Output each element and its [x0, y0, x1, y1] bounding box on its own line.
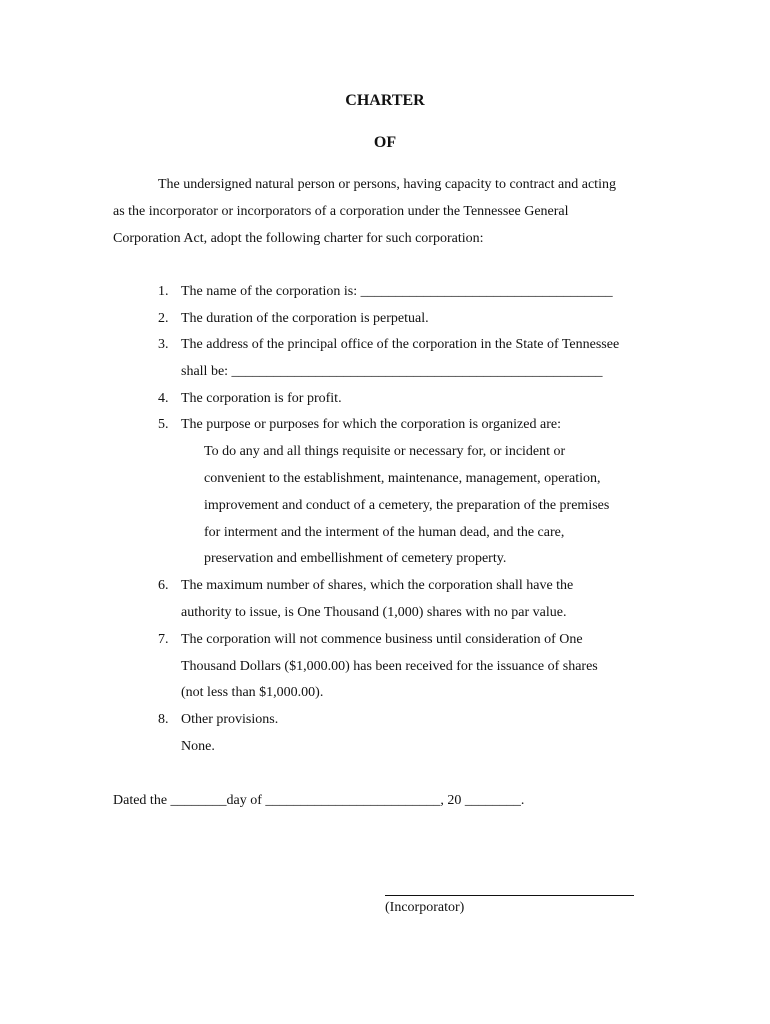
- purpose-text-line: preservation and embellishment of cemetery property.: [204, 551, 507, 566]
- item-number: 3.: [158, 337, 169, 352]
- item-name-of-corporation: The name of the corporation is: ____________________________________: [181, 284, 613, 299]
- title-of: OF: [373, 134, 397, 151]
- item-other-provisions: Other provisions.: [181, 712, 279, 727]
- purpose-text-line: To do any and all things requisite or necessary for, or incident or: [204, 444, 566, 459]
- item-duration: The duration of the corporation is perpetual.: [181, 311, 429, 326]
- item-consideration-continued: (not less than $1,000.00).: [181, 685, 324, 700]
- item-purpose: The purpose or purposes for which the corporation is organized are:: [181, 417, 561, 432]
- item-shares-continued: authority to issue, is One Thousand (1,000) shares with no par value.: [181, 605, 567, 620]
- signature-label: (Incorporator): [385, 900, 465, 915]
- item-address: The address of the principal office of the corporation in the State of Tennessee: [181, 337, 620, 352]
- intro-line-3: Corporation Act, adopt the following charter for such corporation:: [113, 231, 484, 246]
- item-consideration-continued: Thousand Dollars ($1,000.00) has been received for the issuance of shares: [181, 659, 598, 674]
- item-number: 5.: [158, 417, 169, 432]
- purpose-text-line: for interment and the interment of the human dead, and the care,: [204, 525, 565, 540]
- intro-line-1: The undersigned natural person or persons, having capacity to contract and acting: [158, 177, 616, 192]
- item-number: 2.: [158, 311, 169, 326]
- purpose-text-line: improvement and conduct of a cemetery, the preparation of the premises: [204, 498, 610, 513]
- item-shares: The maximum number of shares, which the corporation shall have the: [181, 578, 574, 593]
- item-address-continued: shall be: _____________________________________________________: [181, 364, 603, 379]
- item-number: 8.: [158, 712, 169, 727]
- item-consideration: The corporation will not commence business until consideration of One: [181, 632, 583, 647]
- item-number: 4.: [158, 391, 169, 406]
- dated-line: Dated the ________day of _________________________, 20 ________.: [113, 793, 525, 808]
- title-charter: CHARTER: [345, 92, 425, 109]
- item-number: 6.: [158, 578, 169, 593]
- item-number: 1.: [158, 284, 169, 299]
- purpose-text-line: convenient to the establishment, maintenance, management, operation,: [204, 471, 601, 486]
- signature-line: [385, 895, 634, 896]
- item-profit: The corporation is for profit.: [181, 391, 342, 406]
- item-other-provisions-value: None.: [181, 739, 215, 754]
- intro-line-2: as the incorporator or incorporators of a corporation under the Tennessee General: [113, 204, 569, 219]
- item-number: 7.: [158, 632, 169, 647]
